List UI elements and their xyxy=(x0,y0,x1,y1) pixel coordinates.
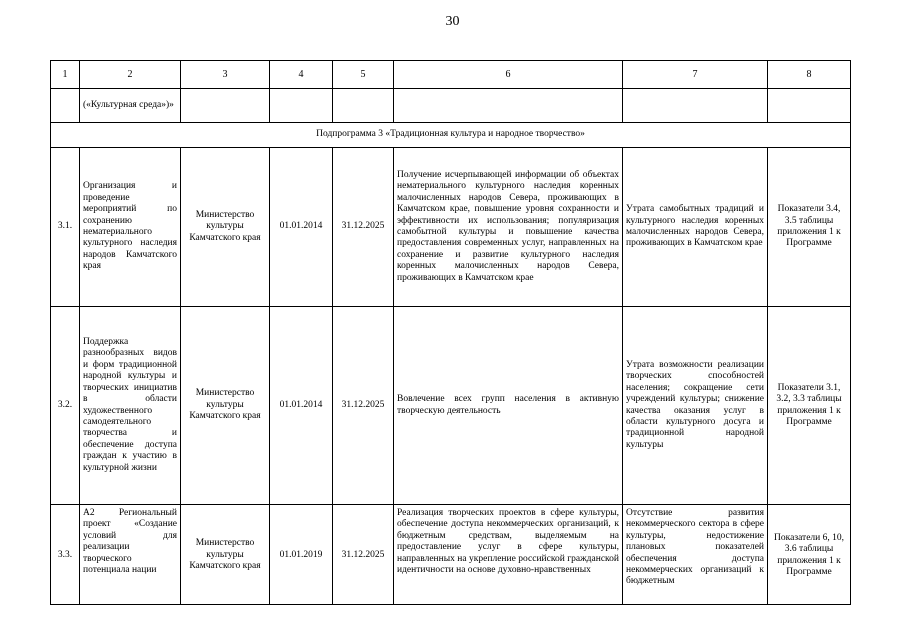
col-header: 4 xyxy=(270,61,333,89)
row-number: 3.1. xyxy=(51,148,80,307)
start-date: 01.01.2019 xyxy=(270,505,333,605)
end-date: 31.12.2025 xyxy=(333,148,394,307)
end-date: 31.12.2025 xyxy=(333,505,394,605)
measures-table xyxy=(50,60,851,605)
start-date: 01.01.2014 xyxy=(270,307,333,505)
indicators: Показатели 3.4, 3.5 таблицы приложения 1 к Программе xyxy=(768,148,851,307)
table-row xyxy=(51,505,851,605)
col-header: 8 xyxy=(768,61,851,89)
table-row xyxy=(51,148,851,307)
col-header: 1 xyxy=(51,61,80,89)
expected-result: Вовлечение всех групп населения в активную творческую деятельность xyxy=(394,307,623,505)
continuation-row xyxy=(51,89,851,123)
indicators: Показатели 3.1, 3.2, 3.3 таблицы приложения 1 к Программе xyxy=(768,307,851,505)
table-row xyxy=(51,307,851,505)
indicators: Показатели 6, 10, 3.6 таблицы приложения 1 к Программе xyxy=(768,505,851,605)
row-number: 3.2. xyxy=(51,307,80,505)
measure-name: А2 Региональный проект «Создание условий для реализации творческого потенциала нации xyxy=(80,505,181,605)
col-header: 3 xyxy=(181,61,270,89)
page-number: 30 xyxy=(445,14,460,29)
non-implementation-consequences: Утрата возможности реализации творческих способностей населения; сокращение сети учреждений культуры; снижение качества оказания услуг в области культурного досуга и традиционной народной культуры xyxy=(623,307,768,505)
continuation-text: («Культурная среда»)» xyxy=(80,89,181,123)
col-header: 2 xyxy=(80,61,181,89)
col-header: 7 xyxy=(623,61,768,89)
non-implementation-consequences: Утрата самобытных традиций и культурного наследия коренных малочисленных народов Севера, проживающих в Камчатском крае xyxy=(623,148,768,307)
row-number: 3.3. xyxy=(51,505,80,605)
executor: Министерство культуры Камчатского края xyxy=(181,505,270,605)
col-header: 6 xyxy=(394,61,623,89)
measure-name: Поддержка разнообразных видов и форм традиционной народной культуры и творческих инициатив в области художественного самодеятельного творчества и обеспечение доступа граждан к участию в культурной жизни xyxy=(80,307,181,505)
header-row xyxy=(51,61,851,89)
executor: Министерство культуры Камчатского края xyxy=(181,148,270,307)
subprogram-title: Подпрограмма 3 «Традиционная культура и народное творчество» xyxy=(51,123,851,148)
end-date: 31.12.2025 xyxy=(333,307,394,505)
col-header: 5 xyxy=(333,61,394,89)
start-date: 01.01.2014 xyxy=(270,148,333,307)
executor: Министерство культуры Камчатского края xyxy=(181,307,270,505)
expected-result: Получение исчерпывающей информации об объектах нематериального культурного наследия коренных малочисленных народов Севера, проживающих в Камчатском крае, повышение уровня сохранности и эффективности их использования; популяризация самобытной культуры и повышение качества предоставления современных услуг, направленных на сохранение и развитие культурного наследия коренных малочисленных народов Севера, проживающих в Камчатском крае xyxy=(394,148,623,307)
expected-result: Реализация творческих проектов в сфере культуры, обеспечение доступа некоммерческих организаций, к бюджетным средствам, выделяемым на предоставление услуг в сфере культуры, направленных на укрепление российской гражданской идентичности на основе духовно-нравственных xyxy=(394,505,623,605)
non-implementation-consequences: Отсутствие развития некоммерческого сектора в сфере культуры, недостижение плановых показателей обеспечения доступа некоммерческих организаций к бюджетным xyxy=(623,505,768,605)
measure-name: Организация и проведение мероприятий по сохранению нематериального культурного наследия народов Камчатского края xyxy=(80,148,181,307)
subprogram-row xyxy=(51,123,851,148)
